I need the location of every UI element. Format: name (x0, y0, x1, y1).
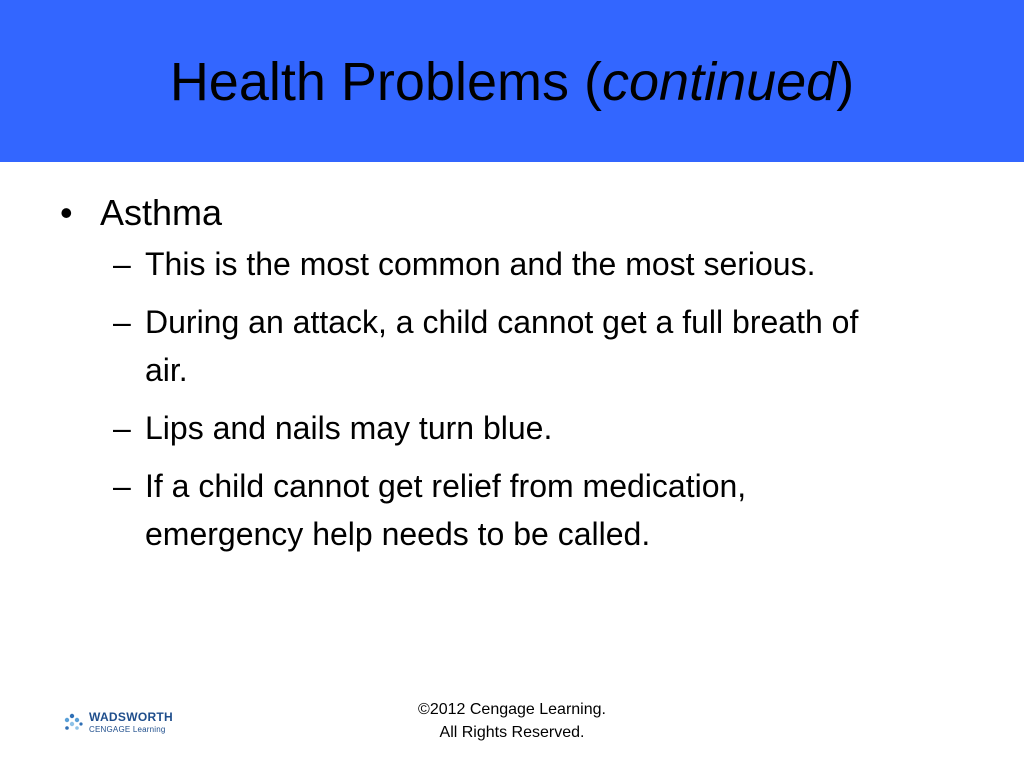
sub-bullet-text: This is the most common and the most serious. (145, 246, 816, 282)
sub-bullet-marker: – (113, 468, 131, 504)
slide-content (60, 190, 960, 568)
bullet-marker: • (60, 192, 73, 233)
sub-bullet (60, 298, 905, 394)
wadsworth-logo (62, 709, 222, 739)
sub-bullet (60, 462, 905, 558)
sub-bullet-text: If a child cannot get relief from medication, emergency help needs to be called. (145, 468, 747, 552)
title-italic: continued (602, 52, 837, 112)
sub-bullet-text: During an attack, a child cannot get a full breath of air. (145, 304, 859, 388)
sub-bullet-marker: – (113, 246, 131, 282)
sub-bullet-text: Lips and nails may turn blue. (145, 410, 553, 446)
bullet-asthma (60, 190, 960, 236)
sub-bullet (60, 240, 905, 288)
copyright-line-1: ©2012 Cengage Learning. (418, 701, 606, 718)
bullet-text: Asthma (100, 192, 223, 233)
logo-text-bottom: CENGAGE Learning (89, 725, 166, 734)
wadsworth-logo-icon (62, 711, 86, 735)
sub-bullet (60, 404, 905, 452)
slide-title (0, 50, 1024, 114)
sub-bullet-marker: – (113, 304, 131, 340)
title-main: Health Problems (169, 52, 569, 112)
logo-text-top: WADSWORTH (89, 710, 174, 724)
title-open-paren: ( (569, 52, 602, 112)
sub-bullet-list (60, 240, 960, 558)
copyright-line-2: All Rights Reserved. (439, 724, 585, 741)
sub-bullet-marker: – (113, 410, 131, 446)
copyright-notice (362, 698, 662, 744)
title-close-paren: ) (836, 52, 855, 112)
